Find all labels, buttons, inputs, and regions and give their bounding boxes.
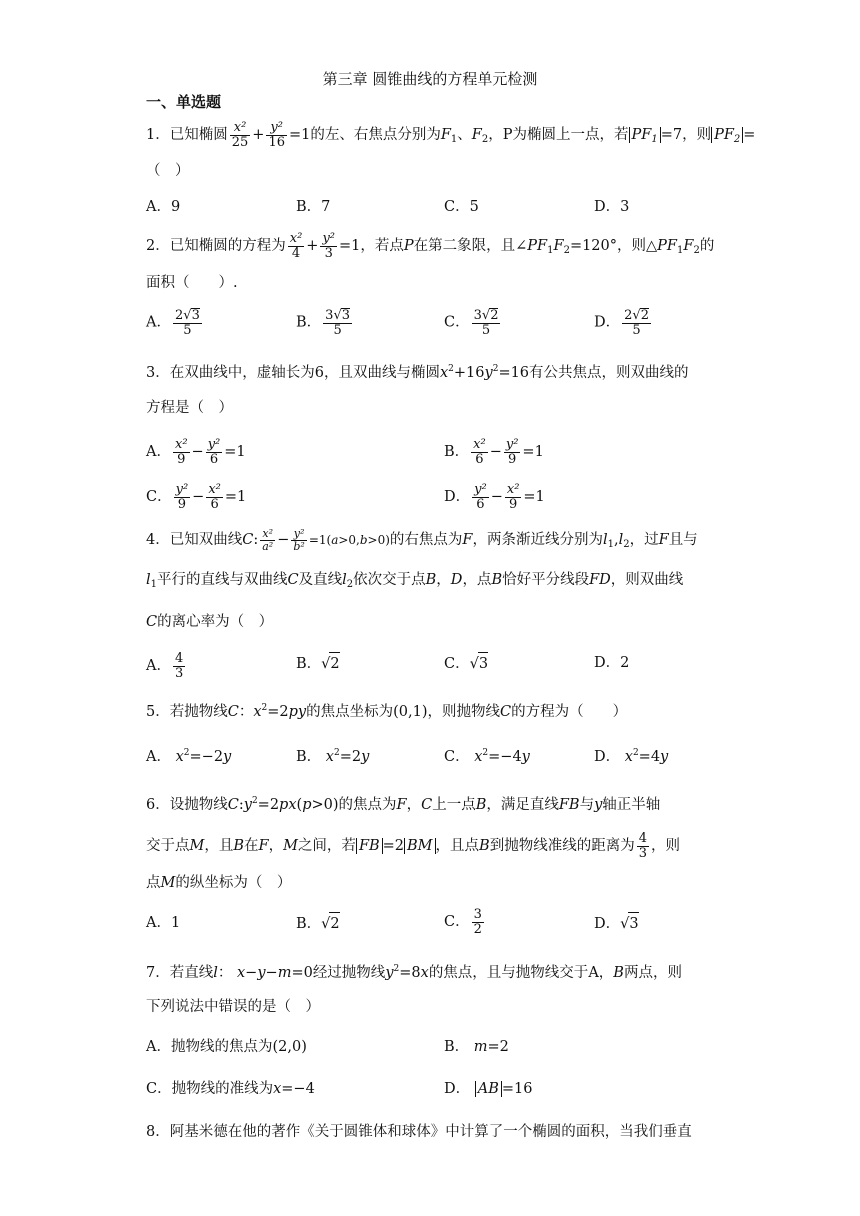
q4-option-d[interactable]: D．2: [594, 655, 630, 671]
question-text: 两点，则: [623, 965, 682, 981]
question-1-line-2: （ ）: [146, 163, 190, 179]
question-text: 已知椭圆的方程为: [169, 238, 286, 255]
question-text: 的左、右焦点分别为: [310, 127, 441, 144]
question-text: ，则抛物线: [427, 704, 500, 720]
q7-option-d[interactable]: D． AB =16: [444, 1081, 533, 1097]
document-title: 第三章 圆锥曲线的方程单元检测: [322, 70, 538, 88]
question-text: 的纵坐标为（ ）: [175, 875, 292, 891]
question-text: 已知双曲线: [169, 532, 243, 549]
formula: $\frac{\text{x²}}{25}$: [231, 120, 249, 150]
question-text: 若抛物线: [169, 704, 228, 720]
question-text: 之间，若: [297, 838, 356, 855]
q3-option-d[interactable]: D． $\frac{\text{y²}}{6}$ − $\frac{\text{x²}}{9}$ =1: [444, 482, 545, 512]
question-3-line-1: 3．在双曲线中，虚轴长为6，且双曲线与椭圆$x^2+16y^2=16$有公共焦点，则双曲线的: [146, 364, 689, 381]
question-8-line-1: [146, 1121, 692, 1143]
question-7-line-2: 下列说法中错误的是（ ）: [146, 999, 320, 1015]
q7-option-c[interactable]: C．抛物线的准线为x=−4: [146, 1081, 315, 1097]
question-number: 7．: [146, 965, 170, 981]
q5-option-b[interactable]: B． $x^2=2y$: [296, 748, 370, 765]
question-text: ，且: [204, 838, 234, 855]
question-text: ，两条渐近线分别为: [472, 532, 603, 549]
question-text: ，且点: [435, 838, 480, 855]
question-text: ，过: [629, 532, 659, 549]
q6-option-d[interactable]: D．√3: [594, 912, 639, 935]
q4-option-a[interactable]: A． $\frac{4}{3}$: [146, 651, 184, 681]
question-text: 在第二象限，且: [413, 238, 516, 255]
question-number: 8．: [146, 1124, 170, 1140]
question-text: ，P为椭圆上一点，若: [488, 127, 629, 144]
question-text: 的右焦点为: [389, 532, 463, 549]
q2-option-d[interactable]: D． $\frac{2√2}{5}$: [594, 308, 649, 338]
q5-option-c[interactable]: C． $x^2=-4y$: [444, 748, 530, 765]
question-2-line-1: 2．已知椭圆的方程为 $\frac{\text{x²}}{4}$ + $\frac{\text{y²}}{3}$ =1，若点P在第二象限，且$\angle PF_1F_2=120^\circ$，则$\triangle PF_1F_2$的: [146, 231, 715, 261]
section-heading: 一、单选题: [146, 93, 222, 111]
question-text: ，则: [682, 127, 712, 144]
question-number: 3．: [146, 365, 170, 381]
q7-option-b[interactable]: B． m=2: [444, 1039, 509, 1055]
q6-option-c[interactable]: C． $\frac{3}{2}$: [444, 907, 482, 937]
formula: $\frac{\text{y²}}{16}$: [268, 120, 285, 150]
question-5-line-1: 5．若抛物线C：$x^2=2py$的焦点坐标为(0,1)，则抛物线C的方程为（ ）: [146, 703, 628, 720]
question-text: 与: [579, 797, 595, 813]
question-text: ，则双曲线: [610, 572, 684, 588]
question-number: 4．: [146, 532, 170, 549]
q4-option-b[interactable]: B．√2: [296, 652, 340, 675]
question-text: ，满足直线: [486, 797, 559, 813]
question-7-line-1: 7．若直线l： x−y−m=0经过抛物线$y^2=8x$的焦点，且与抛物线交于A，B两点，则: [146, 964, 682, 981]
question-text: 且与: [668, 532, 698, 549]
question-text: 设抛物线: [169, 797, 228, 813]
question-text: 的离心率为（ ）: [157, 614, 274, 630]
question-text: 及直线: [298, 572, 343, 588]
question-text: 有公共焦点，则双曲线的: [529, 365, 689, 381]
question-4-line-3: C的离心率为（ ）: [146, 614, 274, 630]
question-text: 的焦点坐标为: [306, 704, 394, 720]
q1-option-c[interactable]: C．5: [444, 199, 479, 215]
q3-option-a[interactable]: A． $\frac{\text{x²}}{9}$ − $\frac{\text{y²}}{6}$ =1: [146, 437, 246, 467]
question-text: 在双曲线中，虚轴长为6，且双曲线与椭圆: [169, 365, 440, 381]
question-number: 5．: [146, 704, 170, 720]
question-text: 的: [699, 238, 715, 255]
question-3-line-2: 方程是（ ）: [146, 400, 233, 416]
q5-option-d[interactable]: D． $x^2=4y$: [594, 748, 669, 765]
q6-option-a[interactable]: A．1: [146, 915, 181, 931]
formula: $\frac{\text{y²}}{3}$: [322, 231, 335, 261]
question-text: 在: [244, 838, 259, 855]
question-text: 到抛物线准线的距离为: [489, 838, 635, 855]
formula: $\frac{\text{x²}}{4}$: [289, 231, 303, 261]
question-text: ，则: [617, 238, 647, 255]
q2-option-b[interactable]: B． $\frac{3√3}{5}$: [296, 308, 351, 338]
question-text: 阿基米德在他的著作《关于圆锥体和球体》中计算了一个椭圆的面积，当我们垂直: [169, 1124, 692, 1140]
q3-option-c[interactable]: C． $\frac{\text{y²}}{9}$ − $\frac{\text{x²}}{6}$ =1: [146, 482, 247, 512]
question-text: 依次交于点: [353, 572, 426, 588]
question-text: 点: [146, 875, 161, 891]
q1-option-b[interactable]: B．7: [296, 199, 331, 215]
q3-option-b[interactable]: B． $\frac{\text{x²}}{6}$ − $\frac{\text{y²}}{9}$ =1: [444, 437, 544, 467]
question-text: 交于点: [146, 838, 190, 855]
question-text: ，若点: [360, 238, 404, 255]
q4-option-c[interactable]: C．√3: [444, 652, 488, 675]
question-number: 1．: [146, 127, 170, 144]
question-text: 已知椭圆: [169, 127, 228, 144]
question-text: ，则: [650, 838, 680, 855]
q1-option-a[interactable]: A．9: [146, 199, 181, 215]
question-text: 轴正半轴: [602, 797, 661, 813]
q6-option-b[interactable]: B．√2: [296, 912, 340, 935]
question-number: 6．: [146, 797, 170, 813]
question-text: 恰好平分线段: [502, 572, 590, 588]
question-4-line-1: 4．已知双曲线C: $\frac{\text{x²}}{\text{a²}}$ − $\frac{\text{y²}}{\text{b²}}$ =1(a>0,b>0)的右焦点为F，两条渐近线分别为$l_1,l_2$，过F且与: [146, 527, 698, 553]
q2-option-a[interactable]: A． $\frac{2√3}{5}$: [146, 308, 200, 338]
question-4-line-2: $l_1$平行的直线与双曲线C及直线$l_2$依次交于点B，D，点B恰好平分线段FD，则双曲线: [146, 572, 684, 590]
question-text: ，点: [462, 572, 492, 588]
question-1-line-1: 1．已知椭圆 $\frac{\text{x²}}{25}$ + $\frac{\text{y²}}{16}$ =1的左、右焦点分别为$F_1$、$F_2$，P为椭圆上一点，若 $PF_1 =7$，则 $PF_2$ =: [146, 120, 756, 150]
question-text: 的焦点为: [338, 797, 397, 813]
question-text: 平行的直线与双曲线: [157, 572, 288, 588]
q1-option-d[interactable]: D．3: [594, 199, 630, 215]
question-6-line-1: 6．设抛物线$C:y^2=2px(p>0)$的焦点为F，C上一点B，满足直线FB与y轴正半轴: [146, 796, 661, 813]
question-text: 的方程为（ ）: [511, 704, 628, 720]
question-number: 2．: [146, 238, 170, 255]
q2-option-c[interactable]: C． $\frac{3√2}{5}$: [444, 308, 499, 338]
question-text: 的焦点，且与抛物线交于: [428, 965, 589, 981]
q7-option-a[interactable]: A．抛物线的焦点为(2,0): [146, 1039, 307, 1055]
question-text: 上一点: [432, 797, 476, 813]
question-6-line-3: 点M的纵坐标为（ ）: [146, 875, 292, 891]
question-2-line-2: 面积（ ）.: [146, 275, 238, 291]
question-6-line-2: 交于点M，且B在F，M之间，若 FB =2 BM ，且点B到抛物线准线的距离为 $\frac{4}{3}$ ，则: [146, 831, 680, 861]
question-text: 若直线: [169, 965, 214, 981]
q5-option-a[interactable]: A． $x^2=-2y$: [146, 748, 232, 765]
